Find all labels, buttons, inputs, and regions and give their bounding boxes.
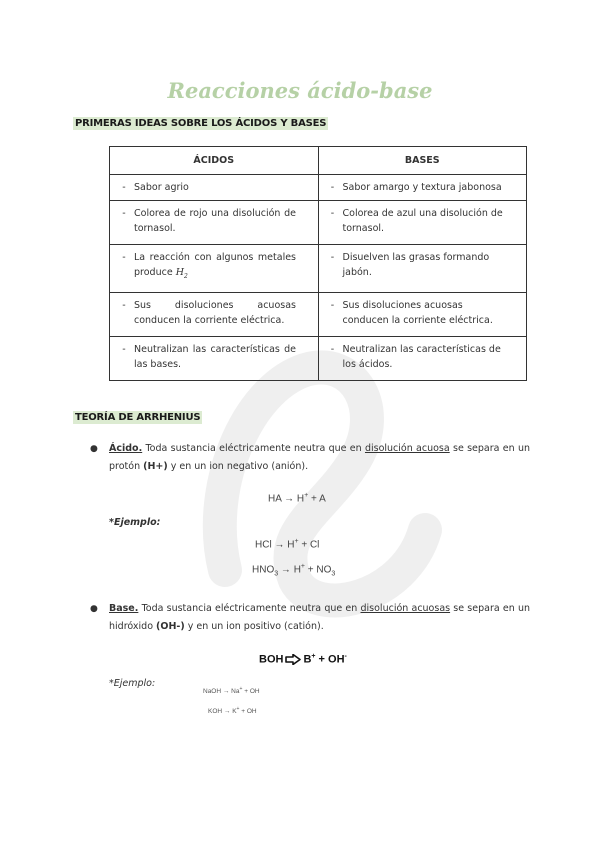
table-cell: - Sabor agrio: [110, 175, 319, 201]
base-definition: ● Base. Toda sustancia eléctricamente neutra que en disolución acuosas se separa en un hidróxido (OH-) y en un ion positivo (catión).: [90, 600, 530, 636]
base-label: Base.: [109, 603, 139, 614]
bullet-icon: ●: [90, 604, 98, 614]
table-cell: - Sus disoluciones acuosas conducen la corriente eléctrica.: [110, 293, 319, 337]
table-cell: - Neutralizan las características de las bases.: [110, 337, 319, 381]
table-row: [110, 245, 527, 293]
acid-definition: ● Ácido. Toda sustancia eléctricamente neutra que en disolución acuosa se separa en un protón (H+) y en un ion negativo (anión).: [90, 440, 530, 476]
table-cell: - Colorea de rojo una disolución de tornasol.: [110, 201, 319, 245]
table-cell: - Disuelven las grasas formando jabón.: [318, 245, 527, 293]
table-row: [110, 293, 527, 337]
header-acids: ÁCIDOS: [110, 147, 319, 175]
base-example-naoh: NaOH → Na+ + OH: [203, 686, 260, 696]
acid-label: Ácido.: [109, 443, 143, 454]
table-row: [110, 175, 527, 201]
base-example-label: *Ejemplo:: [109, 678, 156, 689]
base-example-koh: KOH → K+ + OH: [208, 706, 257, 716]
acid-example-label: *Ejemplo:: [109, 517, 161, 528]
table-cell: - Sus disoluciones acuosas conducen la corriente eléctrica.: [318, 293, 527, 337]
bullet-icon: ●: [90, 444, 98, 454]
acid-general-equation: HA → H+ + A: [268, 492, 326, 505]
base-general-equation: BOH B+ + OH-: [259, 653, 347, 666]
table-cell: - Neutralizan las características de los ácidos.: [318, 337, 527, 381]
table-cell: - Colorea de azul una disolución de tornasol.: [318, 201, 527, 245]
table-cell: - Sabor amargo y textura jabonosa: [318, 175, 527, 201]
acids-bases-table: [109, 146, 527, 381]
page-title: Reacciones ácido-base: [167, 78, 433, 103]
table-row: [110, 337, 527, 381]
arrow-icon: [285, 654, 301, 665]
table-cell: - La reacción con algunos metales produce $H_2$: [110, 245, 319, 293]
acid-example-hno3: $HNO_3 \to H^+ + NO_3$: [252, 563, 336, 578]
header-bases: BASES: [318, 147, 527, 175]
table-header-row: [110, 147, 527, 175]
acid-example-hcl: HCl → H+ + Cl: [255, 538, 320, 551]
table-row: [110, 201, 527, 245]
section-heading-arrhenius: TEORÍA DE ARRHENIUS: [75, 412, 201, 423]
section-heading-first-ideas: PRIMERAS IDEAS SOBRE LOS ÁCIDOS Y BASES: [75, 118, 327, 129]
